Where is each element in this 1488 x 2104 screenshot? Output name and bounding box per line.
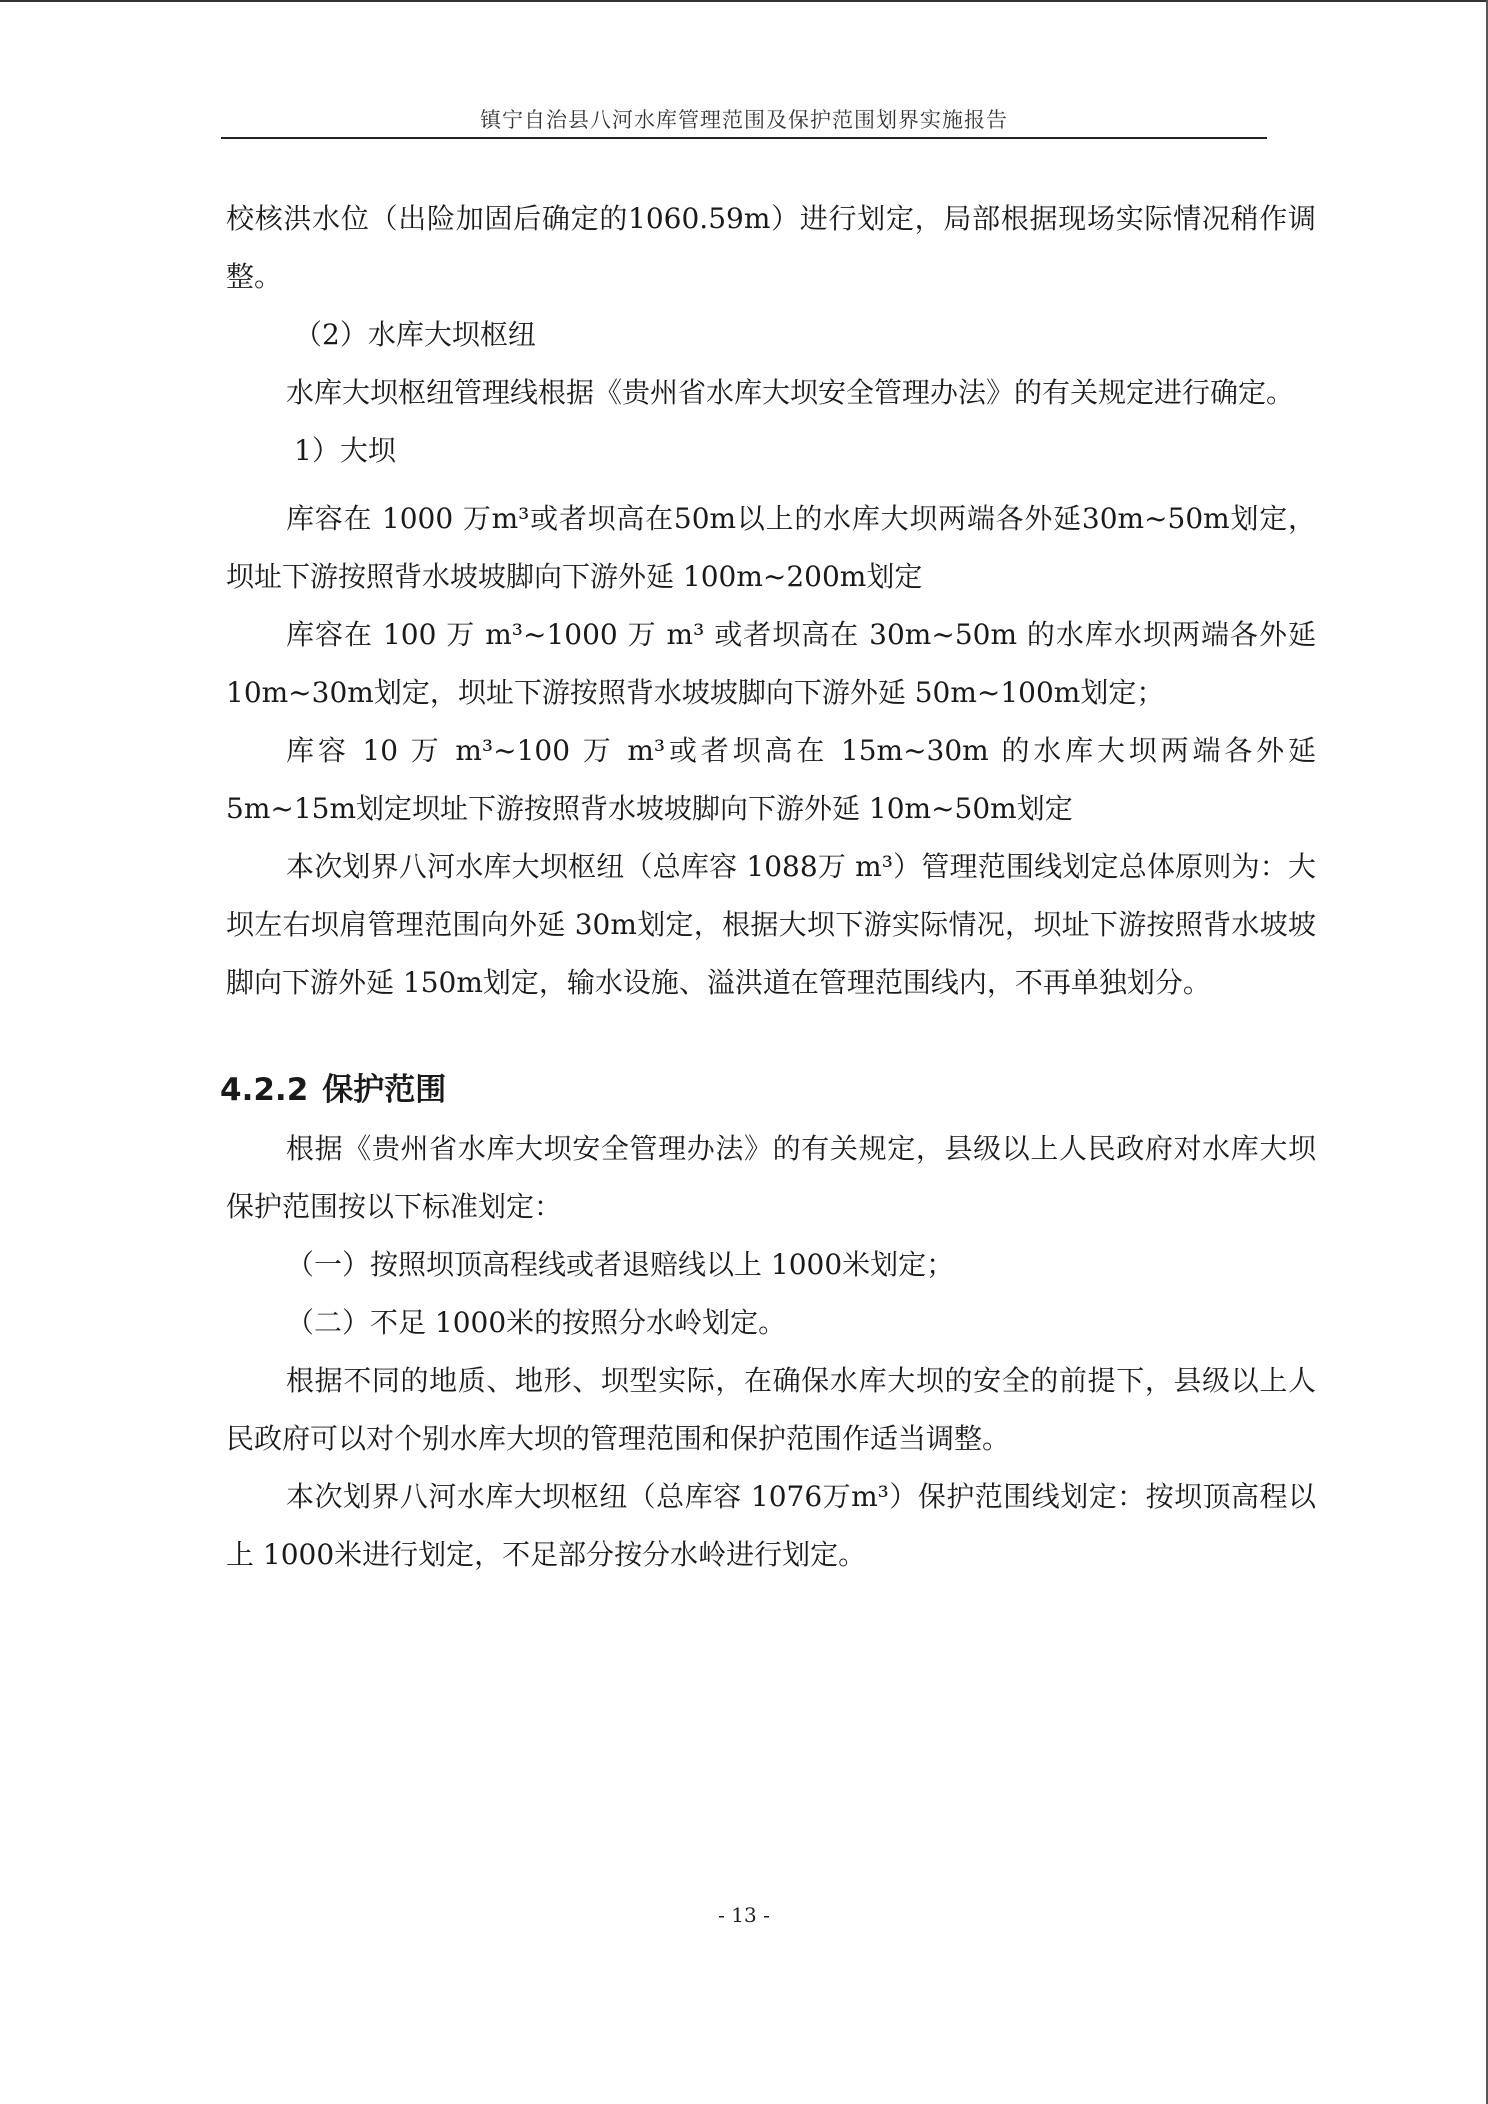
running-header: 镇宁自治县八河水库管理范围及保护范围划界实施报告 <box>480 108 1008 132</box>
list-item-dam: 1）大坝 <box>294 434 396 467</box>
section-title: 保护范围 <box>322 1072 447 1108</box>
paragraph-capacity-100-1000: 库容在 100 万 m³~1000 万 m³ 或者坝高在 30m~50m 的水库水坝两端各外延10m~30m划定，坝址下游按照背水坡坡脚向下游外延 50m~100m划定； <box>226 618 1316 709</box>
paragraph-adjustment: 根据不同的地质、地形、坝型实际，在确保水库大坝的安全的前提下，县级以上人民政府可以对个别水库大坝的管理范围和保护范围作适当调整。 <box>226 1364 1316 1455</box>
document-body <box>220 190 1316 1584</box>
page-top-border <box>0 0 1488 2</box>
header-rule <box>221 137 1267 139</box>
paragraph-protection-principle: 本次划界八河水库大坝枢纽（总库容 1076万m³）保护范围线划定：按坝顶高程以上 1000米进行划定，不足部分按分水岭进行划定。 <box>226 1480 1316 1571</box>
section-heading <box>220 1060 1316 1120</box>
paragraph-management-principle: 本次划界八河水库大坝枢纽（总库容 1088万 m³）管理范围线划定总体原则为：大坝左右坝肩管理范围向外延 30m划定，根据大坝下游实际情况，坝址下游按照背水坡坡脚向下游外延 150m划定，输水设施、溢洪道在管理范围线内，不再单独划分。 <box>226 850 1316 999</box>
paragraph-capacity-over-1000: 库容在 1000 万m³或者坝高在50m以上的水库大坝两端各外延30m~50m划定，坝址下游按照背水坡坡脚向下游外延 100m~200m划定 <box>226 502 1316 593</box>
paragraph-protection-rule: 根据《贵州省水库大坝安全管理办法》的有关规定，县级以上人民政府对水库大坝保护范围按以下标准划定： <box>226 1132 1316 1223</box>
page-number: - 13 - <box>718 1903 770 1927</box>
section-number: 4.2.2 <box>220 1072 309 1108</box>
paragraph-capacity-10-100: 库容 10 万 m³~100 万 m³或者坝高在 15m~30m 的水库大坝两端各外延 5m~15m划定坝址下游按照背水坡坡脚向下游外延 10m~50m划定 <box>226 734 1316 825</box>
list-item-two: （二）不足 1000米的按照分水岭划定。 <box>286 1306 787 1339</box>
paragraph-dam-hub-rule: 水库大坝枢纽管理线根据《贵州省水库大坝安全管理办法》的有关规定进行确定。 <box>286 376 1295 409</box>
list-item-one: （一）按照坝顶高程线或者退赔线以上 1000米划定； <box>286 1248 955 1281</box>
paragraph-flood-level: 校核洪水位（出险加固后确定的1060.59m）进行划定，局部根据现场实际情况稍作调整。 <box>226 202 1316 293</box>
list-item-dam-hub: （2）水库大坝枢纽 <box>294 318 536 351</box>
